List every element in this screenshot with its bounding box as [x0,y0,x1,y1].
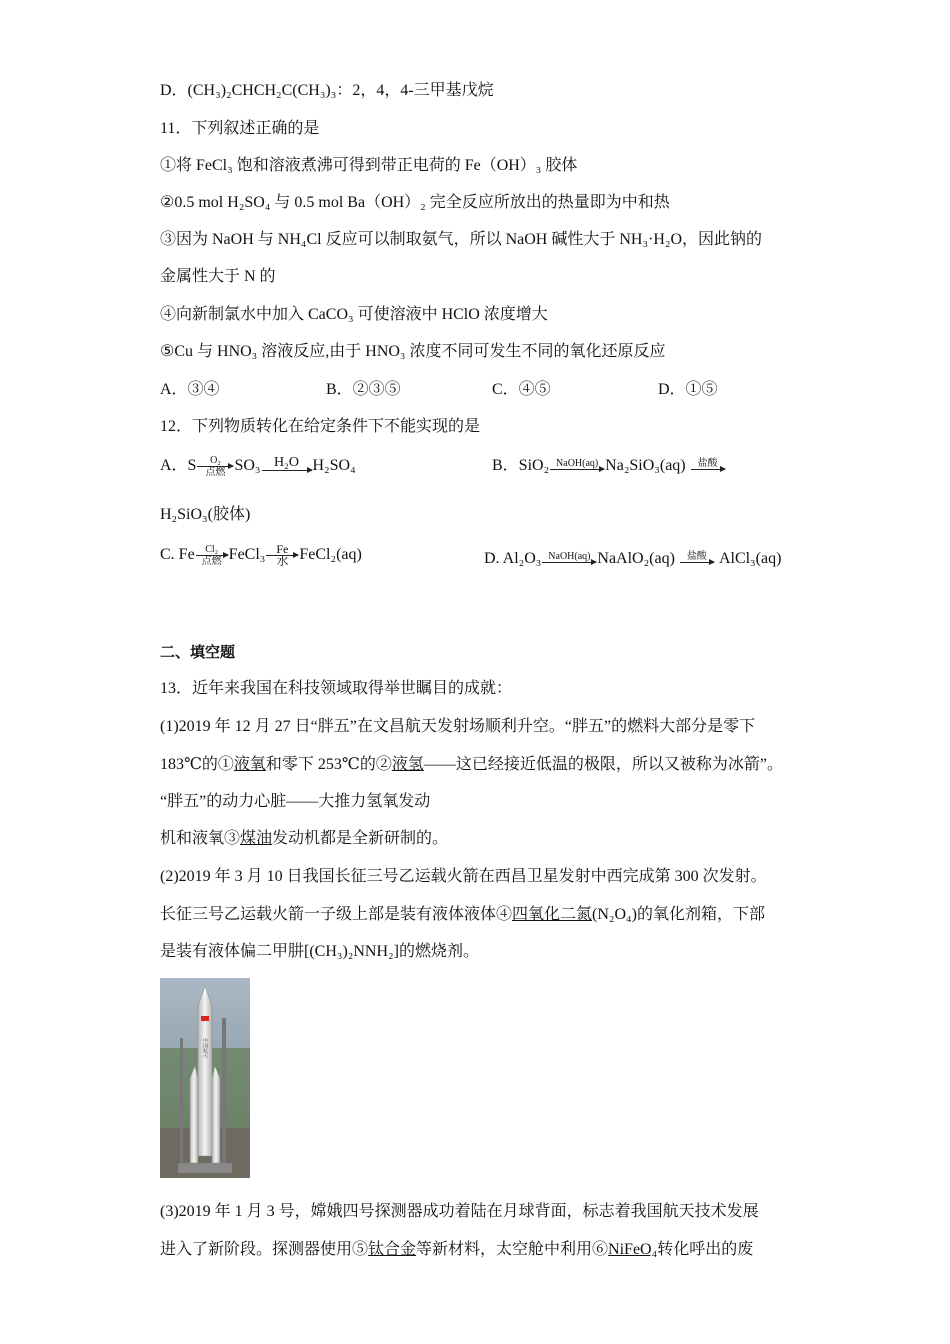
text-span: 和零下 253℃的② [265,756,392,773]
q12-option-a[interactable] [160,455,356,478]
q12-c-mid: FeCl₃ [228,546,266,564]
arrow-bottom-label: 点燃 [201,556,222,567]
q11-statement-2: ②0.5 mol H₂SO₄ 与 0.5 mol Ba（OH）₂ 完全反应所放出的热量即为中和热 [160,194,670,211]
q11-statement-4: ④向新制氯水中加入 CaCO₃ 可使溶液中 HClO 浓度增大 [160,306,548,323]
q11-stem: 11．下列叙述正确的是 [160,120,320,137]
reaction-arrow [196,544,228,567]
reaction-arrow [680,551,714,563]
section-title: 二、填空题 [160,643,236,661]
text-span: 发动机都是全新研制的。 [272,830,449,847]
text-span: 机和液氧③ [160,830,241,847]
q13-p1a: (1)2019 年 12 月 27 日“胖五”在文昌航天发射场顺利升空。“胖五”的燃料大部分是零下 [160,718,756,735]
q11-option-d[interactable]: D．①⑤ [658,381,718,398]
q13-p2b [160,904,765,926]
q12-c-prefix: C. Fe [160,546,195,564]
arrow-top-label: H₂O [273,455,300,471]
underlined-term: 钛合金 [368,1241,417,1258]
q11-option-a[interactable]: A．③④ [160,381,220,398]
q12-d-mid: NaAlO₂(aq) [597,550,675,567]
q13-p1c: “胖五”的动力心脏——大推力氢氧发动 [160,793,431,810]
q12-c-end: FeCl₂(aq) [299,546,362,564]
reaction-arrow [550,458,604,470]
q11-statement-3b: 金属性大于 N 的 [160,268,276,285]
underlined-term: 液氧 [233,756,266,773]
underlined-term: 煤油 [240,830,273,847]
q11-statement-1: ①将 FeCl₃ 饱和溶液煮沸可得到带正电荷的 Fe（OH）₃ 胶体 [160,157,578,174]
arrow-top-label: NaOH(aq) [548,551,591,562]
q12-b-prefix: B．SiO₂ [492,457,550,474]
reaction-arrow [266,544,298,567]
underlined-term: 液氢 [391,756,424,773]
arrow-top-label: 盐酸 [697,458,718,469]
text-span: 长征三号乙运载火箭一子级上部是装有液体液体④ [160,906,513,923]
q12-d-prefix: D. Al₂O₃ [484,550,542,567]
q13-p3a: (3)2019 年 1 月 3 号，嫦娥四号探测器成功着陆在月球背面，标志着我国航天技术发展 [160,1203,759,1220]
q12-b-mid: Na₂SiO₃(aq) [605,457,686,474]
arrow-top-label: O₂ [210,455,221,466]
q12-b-end: H₂SiO₃(胶体) [160,506,251,523]
q12-option-b[interactable] [492,455,726,477]
q13-p1b [160,754,783,776]
q12-option-c[interactable] [160,544,362,567]
arrow-bottom-label: 水 [276,554,289,568]
arrow-top-label: Cl₂ [205,544,219,555]
q12-a-mid: SO₃ [234,457,261,475]
q12-a-end: H₂SO₄ [312,457,356,475]
reaction-arrow [262,455,312,471]
q11-statement-5: ⑤Cu 与 HNO₃ 溶液反应,由于 HNO₃ 浓度不同可发生不同的氧化还原反应 [160,343,666,360]
q12-d-end: AlCl₃(aq) [718,550,782,567]
arrow-bottom-label: 点燃 [205,467,226,478]
text-span: 183℃的① [160,756,234,773]
arrow-top-label: NaOH(aq) [556,458,599,469]
text-span: ——这已经接近低温的极限，所以又被称为冰箭”。 [423,756,783,773]
text-span: 进入了新阶段。探测器使用⑤ [160,1241,369,1258]
arrow-top-label: Fe [276,542,289,556]
q12-option-d[interactable] [484,548,781,570]
q13-p3b [160,1239,753,1261]
q12-a-prefix: A．S [160,457,197,475]
q11-option-b[interactable]: B．②③⑤ [326,381,401,398]
underlined-term: NiFeO₄ [608,1241,658,1258]
q11-option-c[interactable]: C．④⑤ [492,381,551,398]
q12-stem: 12．下列物质转化在给定条件下不能实现的是 [160,418,481,435]
arrow-top-label: 盐酸 [686,551,707,562]
underlined-term: 四氧化二氮 [512,906,593,923]
rocket-image [160,978,250,1178]
reaction-arrow [691,458,725,470]
q13-p2a: (2)2019 年 3 月 10 日我国长征三号乙运载火箭在西昌卫星发射中西完成第 300 次发射。 [160,868,767,885]
text-span: 转化呼出的废 [657,1241,754,1258]
q11-statement-3a: ③因为 NaOH 与 NH₄Cl 反应可以制取氨气，所以 NaOH 碱性大于 NH₃·H₂O，因此钠的 [160,231,763,248]
q13-stem: 13．近年来我国在科技领域取得举世瞩目的成就： [160,680,513,697]
reaction-arrow [197,455,233,478]
reaction-arrow [542,551,596,563]
q13-p2c: 是装有液体偏二甲肼[(CH₃)₂NNH₂]的燃烧剂。 [160,943,479,960]
q10-option-d: D．(CH₃)₂CHCH₂C(CH₃)₃：2，4，4-三甲基戊烷 [160,82,494,99]
rocket-label: 中国航天 [202,1038,208,1058]
text-span: (N₂O₄)的氧化剂箱，下部 [592,906,765,923]
text-span: 等新材料，太空舱中利用⑥ [416,1241,609,1258]
q13-p1d [160,828,448,850]
